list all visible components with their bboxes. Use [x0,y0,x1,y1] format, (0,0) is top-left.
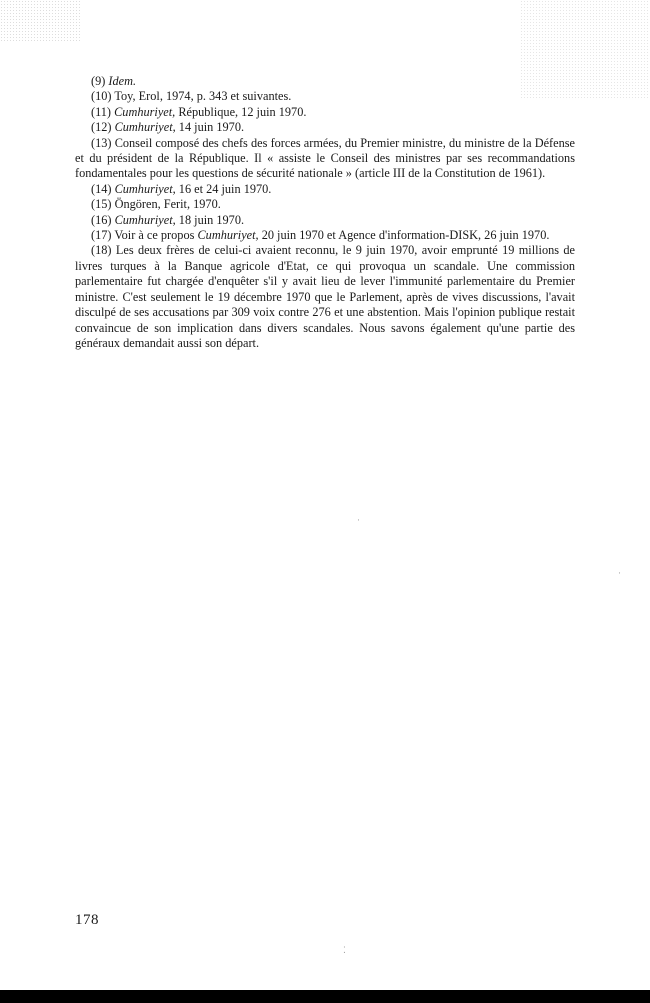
footnote-italic: Cumhuriyet, [114,120,176,135]
footnote-number: (16) [91,212,112,227]
footnote-number: (14) [91,181,112,196]
footnote-number: (17) [91,228,112,243]
footnote-italic: Cumhuriyet, [114,181,176,196]
footnote-number: (10) [91,89,112,104]
footnote-text: Voir à ce propos [114,228,195,243]
footnote-12 [75,120,575,135]
footnote-11 [75,105,575,120]
scan-speck: · [618,568,621,578]
footnote-text: Conseil composé des chefs des forces armées, du Premier ministre, du ministre de la Défense et du président de la République. Il « assiste le Conseil des ministres par ses recommandations fondamentales pour les questions de sécurité nationale » (article III de la Constitution de 1961). [75,135,576,181]
scan-bottom-edge [0,990,650,1003]
footnote-italic: Cumhuriyet, [114,212,176,227]
footnote-10 [75,89,575,104]
footnote-text: République, 12 juin 1970. [178,104,307,119]
footnote-13 [75,136,575,182]
footnote-number: (18) [91,243,112,258]
footnote-number: (13) [91,135,112,150]
footnotes-block [75,74,575,351]
footnote-9 [75,74,575,89]
scan-speck: · [357,515,360,525]
footnote-text: 16 et 24 juin 1970. [178,181,272,196]
page-number: 178 [75,912,99,928]
footnote-18 [75,243,575,351]
footnote-text: Öngören, Ferit, 1970. [114,197,221,212]
footnote-text: Les deux frères de celui-ci avaient reconnu, le 9 juin 1970, avoir emprunté 19 millions de livres turques à la Banque agricole d'Etat, ce qui provoqua un scandale. Une commission parlementaire fut chargée d'enquêter s'il y avait lieu de lever l'immunité parlementaire du Premier ministre. C'est seulement le 19 décembre 1970 que le Parlement, après de vives discussions, l'avait disculpé de ses accusations par 309 voix contre 276 et une abstention. Mais l'opinion publique restait convaincue de son implication dans divers scandales. Nous savons également qu'une partie des généraux demandait aussi son départ. [75,243,575,350]
footnote-14 [75,182,575,197]
footnote-italic: Idem. [108,74,137,88]
footnote-15 [75,197,575,212]
footnote-text: 14 juin 1970. [178,120,245,135]
footnote-italic: Cumhuriyet, [197,228,259,243]
footnote-17 [75,228,575,243]
footnote-number: (9) [91,74,106,88]
footnote-text: Toy, Erol, 1974, p. 343 et suivantes. [114,89,292,104]
footnote-text: 20 juin 1970 et Agence d'information-DISK, 26 juin 1970. [261,228,550,243]
footnote-16 [75,213,575,228]
footnote-text: 18 juin 1970. [178,212,245,227]
footnote-number: (15) [91,197,112,212]
footnote-number: (12) [91,120,112,135]
scan-noise-top-left [0,0,80,42]
scan-speck: ⁚ [343,945,346,955]
footnote-italic: Cumhuriyet, [114,104,176,119]
footnote-number: (11) [91,104,112,119]
